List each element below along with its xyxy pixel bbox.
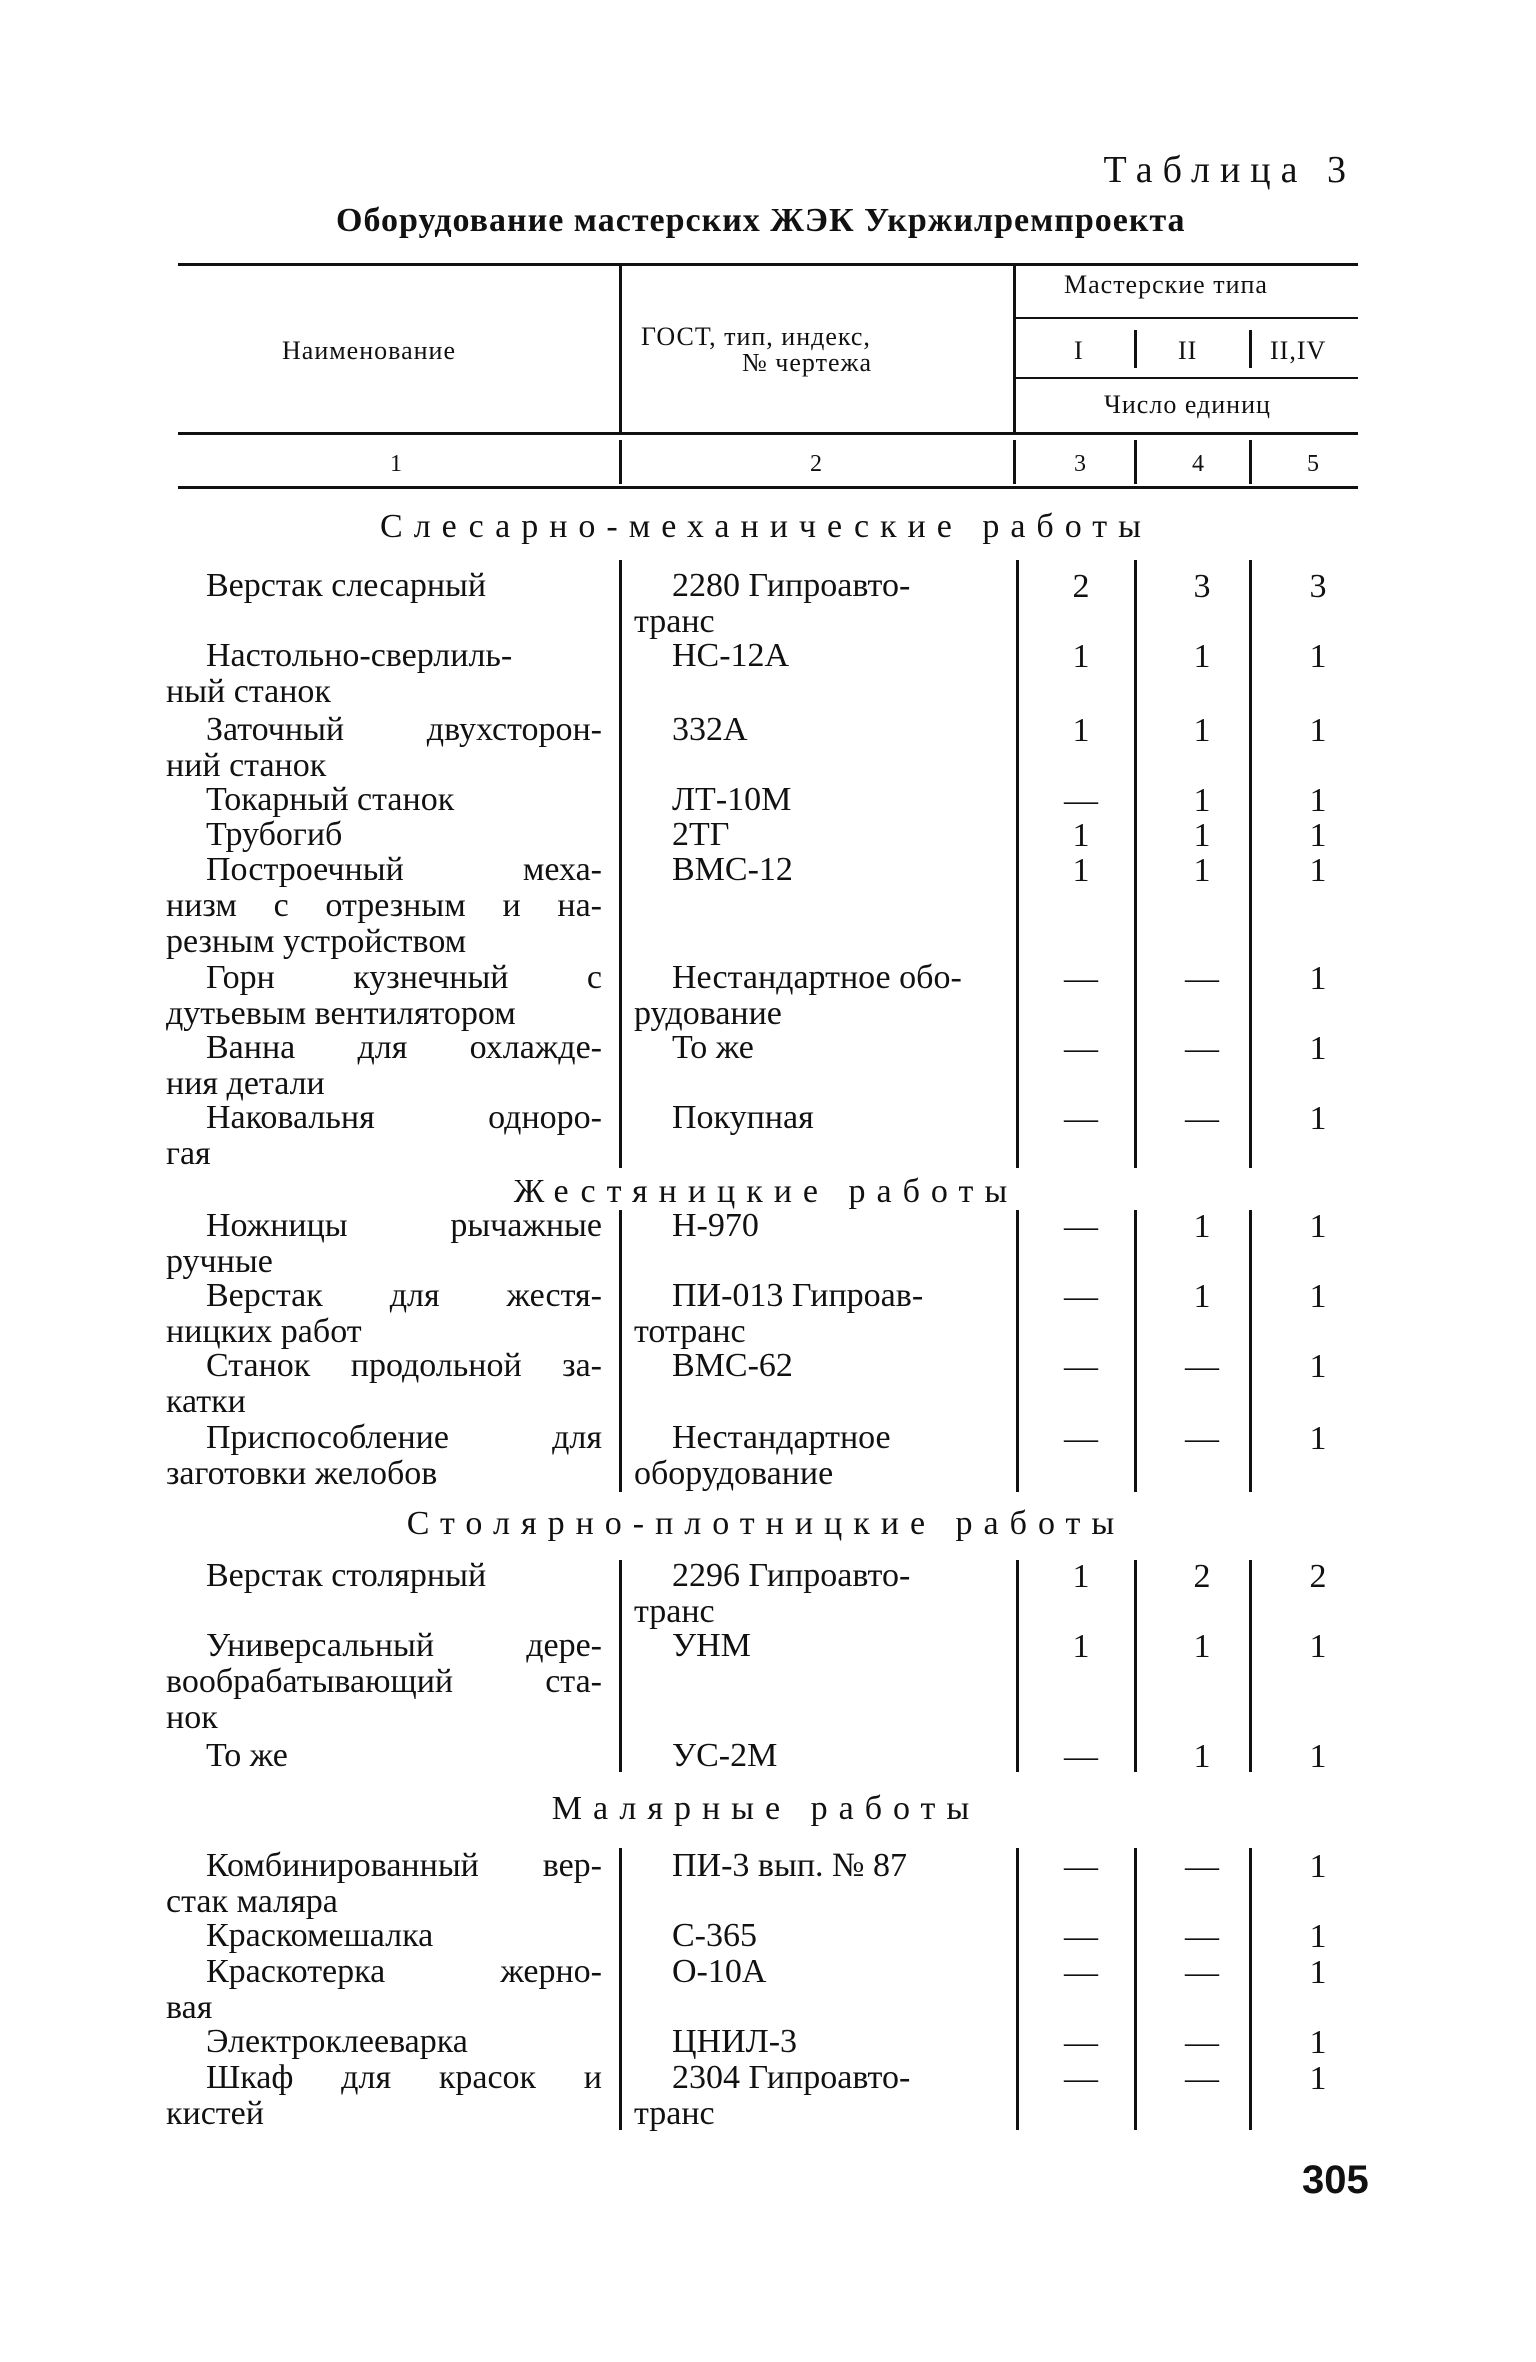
equipment-name-line: вообрабатывающий ста-	[166, 1663, 602, 1700]
gost-line: ЛТ-10М	[672, 781, 792, 818]
colnum-1: 1	[390, 451, 402, 477]
equipment-name	[166, 782, 602, 818]
unit-count-type-1: —	[1064, 1100, 1098, 1137]
table-title: Оборудование мастерских ЖЭК Укржилремпроекта	[336, 202, 1186, 239]
unit-count-type-2: 3	[1193, 568, 1211, 605]
unit-count-type-1: 1	[1072, 852, 1090, 889]
equipment-name-line: Комбинированный вер-	[206, 1847, 602, 1884]
unit-count-type-1: 2	[1072, 568, 1090, 605]
equipment-name-line: Заточный двухсторон-	[206, 711, 602, 748]
unit-count-type-1: —	[1064, 2060, 1098, 2097]
section-title: Слесарно-механические работы	[380, 508, 1152, 545]
gost-line: Покупная	[672, 1099, 814, 1136]
unit-count-type-1: 1	[1072, 1558, 1090, 1595]
header-top-rule	[178, 263, 1358, 266]
unit-count-type-3: 1	[1309, 2060, 1327, 2097]
equipment-name-line: гая	[166, 1135, 211, 1172]
equipment-name	[166, 1278, 602, 1350]
unit-count-type-3: 1	[1309, 1628, 1327, 1665]
equipment-name-line: кистей	[166, 2095, 264, 2132]
equipment-name-line: Построечный меха-	[206, 851, 602, 888]
gost-line: 2ТГ	[672, 816, 730, 853]
header-divider-1	[619, 266, 622, 432]
unit-count-type-1: —	[1064, 1738, 1098, 1775]
header-gost-line2: № чертежа	[742, 348, 872, 377]
gost-designation	[634, 1348, 1034, 1384]
equipment-name-line: ния детали	[166, 1065, 325, 1102]
equipment-name	[166, 712, 602, 784]
unit-count-type-1: 1	[1072, 817, 1090, 854]
unit-count-type-1: —	[1064, 1348, 1098, 1385]
unit-count-type-2: —	[1185, 2060, 1219, 2097]
gost-line: Нестандартное	[672, 1419, 891, 1456]
gost-line: 2296 Гипроавто-	[672, 1557, 911, 1594]
equipment-name	[166, 1420, 602, 1492]
unit-count-type-2: 1	[1193, 782, 1211, 819]
gost-designation	[634, 1030, 1034, 1066]
unit-count-type-3: 1	[1309, 1918, 1327, 1955]
gost-designation	[634, 1420, 1034, 1492]
column-divider-4	[1249, 1560, 1252, 1772]
column-divider-1	[619, 1848, 622, 2130]
gost-line: ЦНИЛ-3	[672, 2023, 798, 2060]
colnum-divider-1	[619, 440, 622, 484]
unit-count-type-2: 1	[1193, 1278, 1211, 1315]
equipment-name	[166, 852, 602, 960]
column-divider-4	[1249, 560, 1252, 1168]
unit-count-type-2: 1	[1193, 712, 1211, 749]
unit-count-type-1: —	[1064, 1208, 1098, 1245]
gost-line: ПИ-013 Гипроав-	[672, 1277, 924, 1314]
unit-count-type-3: 2	[1309, 1558, 1327, 1595]
colnum-4: 4	[1192, 451, 1204, 477]
gost-line: 332А	[672, 711, 748, 748]
equipment-name-line: катки	[166, 1383, 246, 1420]
gost-designation	[634, 2060, 1034, 2132]
unit-count-type-1: —	[1064, 1848, 1098, 1885]
unit-count-type-1: —	[1064, 782, 1098, 819]
header-units-rule	[1016, 377, 1358, 379]
equipment-name	[166, 638, 602, 710]
unit-count-type-3: 3	[1309, 568, 1327, 605]
unit-count-type-3: 1	[1309, 1420, 1327, 1457]
unit-count-type-2: 1	[1193, 1208, 1211, 1245]
equipment-name-line: Трубогиб	[206, 816, 343, 853]
column-divider-1	[619, 560, 622, 1168]
gost-line: О-10А	[672, 1953, 767, 1990]
equipment-name	[166, 1738, 602, 1774]
equipment-name-line: низм с отрезным и на-	[166, 887, 602, 924]
column-divider-3	[1134, 1848, 1137, 2130]
equipment-name	[166, 1558, 602, 1594]
equipment-name-line: дутьевым вентилятором	[166, 995, 516, 1032]
gost-line: ВМС-62	[672, 1347, 793, 1384]
gost-designation	[634, 782, 1034, 818]
header-type-1: I	[1074, 336, 1084, 365]
equipment-name-line: То же	[206, 1737, 288, 1774]
gost-designation	[634, 2024, 1034, 2060]
gost-line: То же	[672, 1029, 754, 1066]
unit-count-type-1: 1	[1072, 638, 1090, 675]
equipment-name-line: Универсальный дере-	[206, 1627, 602, 1664]
unit-count-type-3: 1	[1309, 1738, 1327, 1775]
equipment-name-line: нок	[166, 1699, 218, 1736]
equipment-name	[166, 1848, 602, 1920]
equipment-name-line: заготовки желобов	[166, 1455, 438, 1492]
equipment-name-line: Токарный станок	[206, 781, 455, 818]
unit-count-type-3: 1	[1309, 2024, 1327, 2061]
equipment-name	[166, 2024, 602, 2060]
gost-line: рудование	[634, 995, 782, 1032]
gost-designation	[634, 638, 1034, 674]
gost-designation	[634, 1208, 1034, 1244]
gost-line: ПИ-3 вып. № 87	[672, 1847, 907, 1884]
header-workshops: Мастерские типа	[1064, 270, 1268, 299]
gost-designation	[634, 1848, 1034, 1884]
header-bottom-rule	[178, 432, 1358, 435]
equipment-name-line: резным устройством	[166, 923, 467, 960]
unit-count-type-2: —	[1185, 1100, 1219, 1137]
gost-line: 2304 Гипроавто-	[672, 2059, 911, 2096]
unit-count-type-1: 1	[1072, 1628, 1090, 1665]
unit-count-type-2: —	[1185, 960, 1219, 997]
unit-count-type-1: —	[1064, 1278, 1098, 1315]
equipment-name-line: Приспособление для	[206, 1419, 602, 1456]
unit-count-type-3: 1	[1309, 960, 1327, 997]
unit-count-type-1: —	[1064, 1918, 1098, 1955]
header-divider-4	[1249, 330, 1252, 368]
equipment-name	[166, 1628, 602, 1736]
gost-line: тотранс	[634, 1313, 746, 1350]
header-gost-line1: ГОСТ, тип, индекс,	[641, 322, 871, 351]
unit-count-type-3: 1	[1309, 712, 1327, 749]
equipment-name-line: Наковальня одноро-	[206, 1099, 602, 1136]
equipment-name-line: Верстак слесарный	[206, 567, 487, 604]
gost-designation	[634, 1278, 1034, 1350]
gost-designation	[634, 1558, 1034, 1630]
gost-designation	[634, 712, 1034, 748]
table-caption: Таблица 3	[1103, 149, 1356, 191]
colnum-divider-2	[1013, 440, 1016, 484]
equipment-name-line: Электроклееварка	[206, 2023, 468, 2060]
unit-count-type-3: 1	[1309, 817, 1327, 854]
header-divider-2	[1013, 266, 1016, 432]
colnum-2: 2	[810, 451, 822, 477]
unit-count-type-2: 1	[1193, 1738, 1211, 1775]
gost-line: Нестандартное обо-	[672, 959, 962, 996]
equipment-name-line: Настольно-сверлиль-	[206, 637, 513, 674]
equipment-name-line: ний станок	[166, 747, 327, 784]
equipment-name	[166, 1954, 602, 2026]
gost-designation	[634, 1738, 1034, 1774]
equipment-name	[166, 1918, 602, 1954]
unit-count-type-3: 1	[1309, 852, 1327, 889]
gost-designation	[634, 1628, 1034, 1664]
gost-line: транс	[634, 2095, 715, 2132]
equipment-name	[166, 960, 602, 1032]
equipment-name-line: Верстак для жестя-	[206, 1277, 602, 1314]
unit-count-type-3: 1	[1309, 1848, 1327, 1885]
column-divider-3	[1134, 1210, 1137, 1492]
equipment-name	[166, 1100, 602, 1172]
header-units: Число единиц	[1104, 390, 1271, 419]
column-divider-4	[1249, 1848, 1252, 2130]
unit-count-type-2: —	[1185, 1030, 1219, 1067]
gost-line: С-365	[672, 1917, 757, 1954]
unit-count-type-1: —	[1064, 1030, 1098, 1067]
equipment-name	[166, 1348, 602, 1420]
gost-designation	[634, 1918, 1034, 1954]
unit-count-type-3: 1	[1309, 638, 1327, 675]
unit-count-type-1: —	[1064, 2024, 1098, 2061]
header-type-2: II	[1178, 336, 1198, 365]
unit-count-type-2: —	[1185, 1918, 1219, 1955]
equipment-name	[166, 1030, 602, 1102]
equipment-name-line: ручные	[166, 1243, 273, 1280]
gost-line: Н-970	[672, 1207, 759, 1244]
colnum-divider-4	[1249, 440, 1252, 484]
gost-line: оборудование	[634, 1455, 834, 1492]
equipment-name-line: Ножницы рычажные	[206, 1207, 602, 1244]
equipment-name-line: ный станок	[166, 673, 331, 710]
gost-designation	[634, 1100, 1034, 1136]
colnum-5: 5	[1307, 451, 1319, 477]
unit-count-type-3: 1	[1309, 1348, 1327, 1385]
equipment-name-line: стак маляра	[166, 1883, 338, 1920]
header-types-rule	[1016, 317, 1358, 319]
equipment-name-line: Шкаф для красок и	[206, 2059, 602, 2096]
unit-count-type-2: —	[1185, 1848, 1219, 1885]
equipment-name-line: Станок продольной за-	[206, 1347, 602, 1384]
gost-designation	[634, 1954, 1034, 1990]
column-divider-3	[1134, 1560, 1137, 1772]
equipment-name-line: ницких работ	[166, 1313, 362, 1350]
header-divider-3	[1134, 330, 1137, 368]
header-name: Наименование	[282, 336, 456, 365]
unit-count-type-2: —	[1185, 1954, 1219, 1991]
unit-count-type-2: —	[1185, 2024, 1219, 2061]
section-title: Малярные работы	[551, 1790, 981, 1827]
gost-line: УНМ	[672, 1627, 751, 1664]
equipment-name-line: Ванна для охлажде-	[206, 1029, 602, 1066]
gost-line: НС-12А	[672, 637, 790, 674]
unit-count-type-2: 2	[1193, 1558, 1211, 1595]
gost-designation	[634, 960, 1034, 1032]
unit-count-type-1: —	[1064, 1954, 1098, 1991]
header-type-3: II,IV	[1270, 336, 1327, 365]
gost-line: транс	[634, 603, 715, 640]
equipment-name-line: Горн кузнечный с	[206, 959, 602, 996]
unit-count-type-2: 1	[1193, 852, 1211, 889]
gost-designation	[634, 817, 1034, 853]
equipment-name	[166, 817, 602, 853]
column-divider-1	[619, 1560, 622, 1772]
colnum-3: 3	[1074, 451, 1086, 477]
section-title: Жестяницкие работы	[513, 1173, 1019, 1210]
unit-count-type-2: 1	[1193, 638, 1211, 675]
gost-line: ВМС-12	[672, 851, 793, 888]
unit-count-type-1: 1	[1072, 712, 1090, 749]
unit-count-type-3: 1	[1309, 1030, 1327, 1067]
unit-count-type-3: 1	[1309, 1278, 1327, 1315]
gost-line: УС-2М	[672, 1737, 778, 1774]
equipment-name-line: вая	[166, 1989, 213, 2026]
gost-designation	[634, 852, 1034, 888]
equipment-name-line: Верстак столярный	[206, 1557, 487, 1594]
column-divider-4	[1249, 1210, 1252, 1492]
equipment-name	[166, 1208, 602, 1280]
unit-count-type-3: 1	[1309, 1954, 1327, 1991]
equipment-name-line: Краскомешалка	[206, 1917, 434, 1954]
equipment-name	[166, 2060, 602, 2132]
gost-designation	[634, 568, 1034, 640]
unit-count-type-2: 1	[1193, 1628, 1211, 1665]
section-title: Столярно-плотницкие работы	[406, 1505, 1126, 1542]
column-divider-3	[1134, 560, 1137, 1168]
unit-count-type-3: 1	[1309, 1208, 1327, 1245]
unit-count-type-2: —	[1185, 1420, 1219, 1457]
colnum-bottom-rule	[178, 486, 1358, 489]
unit-count-type-1: —	[1064, 1420, 1098, 1457]
unit-count-type-1: —	[1064, 960, 1098, 997]
colnum-divider-3	[1134, 440, 1137, 484]
equipment-name-line: Краскотерка жерно-	[206, 1953, 602, 1990]
unit-count-type-2: —	[1185, 1348, 1219, 1385]
gost-line: транс	[634, 1593, 715, 1630]
page-number: 305	[1302, 2158, 1369, 2202]
column-divider-1	[619, 1210, 622, 1492]
unit-count-type-3: 1	[1309, 1100, 1327, 1137]
gost-line: 2280 Гипроавто-	[672, 567, 911, 604]
equipment-name	[166, 568, 602, 604]
unit-count-type-2: 1	[1193, 817, 1211, 854]
unit-count-type-3: 1	[1309, 782, 1327, 819]
